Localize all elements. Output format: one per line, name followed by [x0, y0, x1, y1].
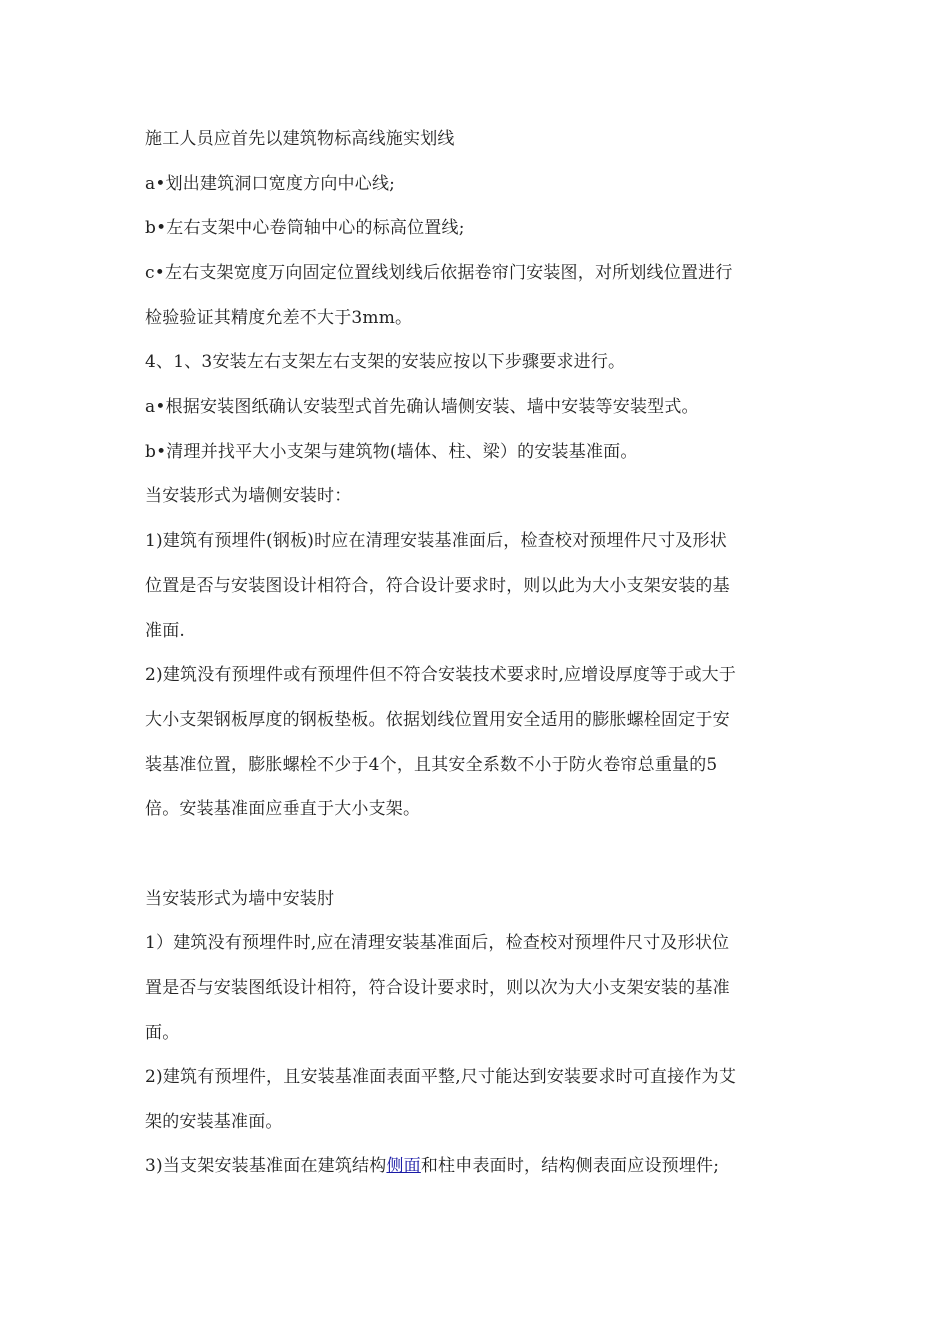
paragraph-line: c•左右支架宽度万向固定位置线划线后依据卷帘门安装图，对所划线位置进行 [145, 263, 733, 283]
side-surface-link[interactable]: 侧面 [386, 1156, 421, 1176]
paragraph-line: 大小支架钢板厚度的钢板垫板。依据划线位置用安全适用的膨胀螺栓固定于安 [145, 710, 730, 730]
paragraph-line: 2)建筑有预埋件，且安装基准面表面平整,尺寸能达到安装要求时可直接作为艾 [145, 1067, 737, 1087]
paragraph-line: 1)建筑有预埋件(钢板)时应在清理安装基准面后，检查校对预埋件尺寸及形状 [145, 531, 727, 551]
paragraph-line: 置是否与安装图纸设计相符，符合设计要求时，则以次为大小支架安装的基准 [145, 978, 730, 998]
paragraph-line: a•划出建筑洞口宽度方向中心线; [145, 174, 396, 194]
paragraph-line: 检验验证其精度允差不大于3mm。 [145, 308, 413, 328]
paragraph-line: 装基准位置，膨胀螺栓不少于4个，且其安全系数不小于防火卷帘总重量的5 [145, 755, 718, 775]
paragraph-line: 1）建筑没有预埋件时,应在清理安装基准面后，检查校对预埋件尺寸及形状位 [145, 933, 730, 953]
paragraph-line: a•根据安装图纸确认安装型式首先确认墙侧安装、墙中安装等安装型式。 [145, 397, 699, 417]
paragraph-line: 面。 [145, 1023, 180, 1043]
paragraph-line: 倍。安装基准面应垂直于大小支架。 [145, 799, 421, 819]
paragraph-line: b•左右支架中心卷筒轴中心的标高位置线; [145, 218, 465, 238]
paragraph-line: 施工人员应首先以建筑物标高线施实划线 [145, 129, 455, 149]
paragraph-line: 架的安装基准面。 [145, 1112, 283, 1132]
line-text-after-link: 和柱申表面时，结构侧表面应设预埋件; [420, 1156, 720, 1176]
paragraph-line: 4、1、3安装左右支架左右支架的安装应按以下步骤要求进行。 [145, 352, 626, 372]
paragraph-line: b•清理并找平大小支架与建筑物(墙体、柱、梁）的安装基准面。 [145, 442, 638, 462]
paragraph-line: 2)建筑没有预埋件或有预埋件但不符合安装技术要求时,应增设厚度等于或大于 [145, 665, 737, 685]
paragraph-line: 准面. [145, 621, 186, 641]
section-heading: 当安装形式为墙中安装肘 [145, 889, 335, 909]
paragraph-line: 位置是否与安装图设计相符合，符合设计要求时，则以此为大小支架安装的基 [145, 576, 730, 596]
section-heading: 当安装形式为墙侧安装时： [145, 486, 352, 506]
line-text-before-link: 3)当支架安装基准面在建筑结构 [145, 1156, 387, 1176]
paragraph-line-with-link [145, 1154, 815, 1178]
